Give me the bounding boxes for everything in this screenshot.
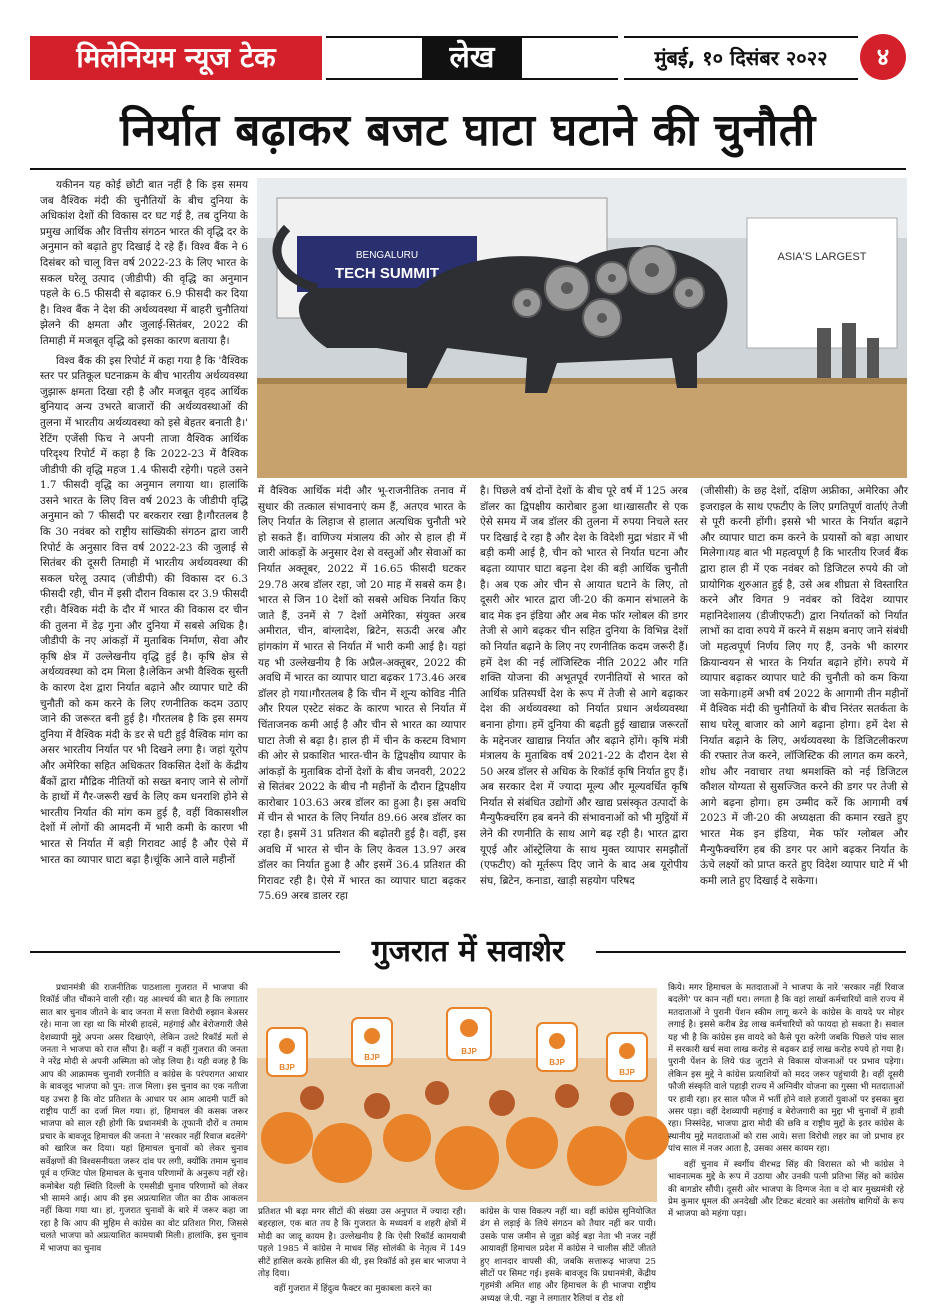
paragraph: वहीं चुनाव में स्वर्गीय वीरभद्र सिंह की विरासत को भी कांग्रेस ने भावनात्मक मुद्दे के रूप में उठाया और उनकी पत्नी प्रतिभा सिंह को कांग्रेस की बागडोर सौंपी। दूसरी ओर भाजपा के दिग्गज नेता व दो बार मुख्यमंत्री रहे प्रेम कुमार धूमल की अनदेखी और टिकट बंटवारे का असंतोष बागियों के रूप में भाजपा को महंगा पड़ा। xyxy=(668,1159,904,1220)
placard-text: BJP xyxy=(279,1063,295,1072)
article1-column-4 xyxy=(700,484,908,918)
paragraph: प्रतिशत भी बढ़ा मगर सीटों की संख्या उस अनुपात में ज्यादा रही। बहरहाल, एक बात तय है कि गुजरात के मध्यवर्ग व शहरी क्षेत्रों में मोदी का जादू कायम है। उल्लेखनीय है कि ऐसी रिकॉर्ड कामयाबी पहले 1985 में कांग्रेस ने माधव सिंह सोलंकी के नेतृत्व में 149 सीटें हासिल करके हासिल की थी, इस रिकॉर्ड को इस बार भाजपा ने तोड़ दिया। xyxy=(258,1207,466,1280)
paper-name: मिलेनियम न्यूज टेक xyxy=(30,36,322,80)
gujarat-headline-bar xyxy=(30,930,906,974)
placard-text: BJP xyxy=(619,1068,635,1077)
section-name: लेख xyxy=(422,38,523,78)
page-number: ४ xyxy=(860,34,906,80)
placard-text: BJP xyxy=(461,1047,477,1056)
issue-date: मुंबई, १० दिसंबर २०२२ xyxy=(624,36,858,80)
article-headline: निर्यात बढ़ाकर बजट घाटा घटाने की चुनौती xyxy=(120,105,816,156)
paragraph: विश्व बैंक की इस रिपोर्ट में कहा गया है कि 'वैश्विक स्तर पर प्रतिकूल घटनाक्रम के बीच भारतीय अर्थव्यवस्था जुझारू क्षमता दिखा रही है और मजबूत वृहद आर्थिक बुनियाद अन्य उभरते बाजारों की अर्थव्यवस्थाओं की तुलना में भारतीय अर्थव्यवस्था को इसे बेहतर बनाती है।' रेटिंग एजेंसी फिच ने अपनी ताजा वैश्विक आर्थिक परिदृश्य रिपोर्ट में कहा है कि 2022-23 में वैश्विक जीडीपी की वृद्धि महज 1.4 फीसदी रहेगी। पहले उसने 1.7 फीसदी वृद्धि का अनुमान लगाया था। हालांकि उसने भारत के लिए वित्त वर्ष 2023 के जीडीपी वृद्धि अनुमान को 7 फीसदी पर बरकरार रखा है।गौरतलब है कि 30 नवंबर को राष्ट्रीय सांख्यिकी संगठन द्वारा जारी रिपोर्ट के अनुसार वित्त वर्ष 2022-23 की जुलाई से सितंबर की दूसरी तिमाही में भारतीय अर्थव्यवस्था की सकल घरेलू उत्पाद (जीडीपी) की विकास दर 6.3 फीसदी रही, चीन में इसी दौरान विकास दर 3.9 फीसदी रही। वैश्विक मंदी के दौर में भारत की विकास दर चीन की तुलना में डेढ़ गुना और दुनिया में सबसे अधिक है। जीडीपी के नए आंकड़ों में मुताबिक निर्माण, सेवा और कृषि क्षेत्र में उल्लेखनीय वृद्धि हुई है। कृषि क्षेत्र से अर्थव्यवस्था को दम मिला है।लेकिन अभी वैश्विक सुस्ती के कारण देश द्वारा निर्यात बढ़ाने और व्यापार घाटे की चुनौती को कम करने के लिए रणनीतिक कदम उठाए जाने की जरूरत बनी हुई है। गौरतलब है कि इस समय दुनिया में वैश्विक मंदी के डर से घटी हुई वैश्विक मांग का असर भारतीय निर्यात पर भी दिखने लगा है। जहां यूरोप और अमेरिका सहित अधिकतर विकसित देशों के केंद्रीय बैंकों द्वारा मौद्रिक नीतियों को सख्त बनाए जाने से लोगों के हाथों में गैर-जरूरी खर्च के लिए कम धनराशि होने से भारतीय निर्यात की मांग कम हुई है, वहीं विकासशील देशों में लोगों की आमदनी में भारी कमी के कारण भी भारत से निर्यात में बड़ी गिरावट आई है और ऐसे में भारत का व्यापार घाटा बढ़ा है।चूंकि आने वाले महीनों xyxy=(40,354,248,866)
paragraph: वहीं गुजरात में हिंदुत्व फैक्टर का मुकाबला करने का xyxy=(274,1284,432,1295)
article1-column-2 xyxy=(258,484,466,918)
article2-column-2 xyxy=(258,1206,466,1295)
celebration-crowd-photo xyxy=(257,988,657,1202)
masthead xyxy=(30,30,906,86)
paragraph: है। पिछले वर्ष दोनों देशों के बीच पूरे वर्ष में 125 अरब डॉलर का द्विपक्षीय कारोबार हुआ था।खासतौर से एक ऐसे समय में जब डॉलर की तुलना में रुपया निचले स्तर पर दिखाई दे रहा है और देश के विदेशी मुद्रा भंडार में भी बड़ी कमी आई है, चीन को भारत से निर्यात घटना और बढ़ता व्यापार घाटा बढ़ना देश की बड़ी आर्थिक चुनौती है। अब एक ओर चीन से आयात घटाने के लिए, तो दूसरी ओर भारत द्वारा जी-20 की कमान संभालने के बाद मेक इन इंडिया और अब मेक फॉर ग्लोबल की डगर तेजी से आगे बढ़कर चीन सहित दुनिया के विभिन्न देशों को निर्यात बढ़ाने के लिए नए रणनीतिक कदम जरूरी हैं।हमें देश की नई लॉजिस्टिक नीति 2022 और गति शक्ति योजना की अभूतपूर्व रणनीतियों से भारत को आर्थिक प्रतिस्पर्धी देश के रूप में तेजी से आगे बढ़ाकर देश की अर्थव्यवस्था को निर्यात प्रधान अर्थव्यवस्था बनाना होगा। हमें दुनिया की बढ़ती हुई खाद्यान्न जरूरतों के मद्देनजर खाद्यान्न निर्यात और बढ़ाने होंगे। कृषि मंत्री मंत्रालय के मुताबिक वर्ष 2021-22 के दौरान देश से 50 अरब डॉलर से अधिक के रिकॉर्ड कृषि निर्यात हुए हैं। अब सरकार देश में ज्यादा मूल्य और मूल्यवर्धित कृषि निर्यात से संबंधित उद्योगों और खाद्य प्रसंस्कृत उत्पादों के मैन्युफैक्चरिंग हब बनने की संभावनाओं को भी मुट्ठियों में लेने की रणनीति के साथ आगे बढ़ रही है। भारत द्वारा यूएई और ऑस्ट्रेलिया के साथ मुक्त व्यापार समझौतों (एफटीए) को मूर्तरूप दिए जाने के बाद अब यूरोपीय संघ, ब्रिटेन, कनाडा, खाड़ी सहयोग परिषद xyxy=(480,485,688,887)
paragraph: यकीनन यह कोई छोटी बात नहीं है कि इस समय जब वैश्विक मंदी की चुनौतियों के बीच दुनिया के अधिकांश देशों की विकास दर घट गई है, तब दुनिया के प्रमुख आर्थिक और वित्तीय संगठन भारत की वृद्धि दर के अनुमान को बढ़ाते हुए दिखाई दे रहे हैं। विश्व बैंक ने 6 दिसंबर को चालू वित्त वर्ष 2022-23 के लिए भारत के सकल घरेलू उत्पाद (जीडीपी) की वृद्धि का अनुमान पहले के 6.5 फीसदी से बढ़ाकर 6.9 फीसदी कर दिया है। विश्व बैंक ने देश की अर्थव्यवस्था में बाहरी चुनौतियां झेलने की क्षमता और जुलाई-सितंबर, 2022 की तिमाही में मजबूत वृद्धि को इसका कारण बताया है। xyxy=(40,179,248,347)
svg-text:BENGALURU: BENGALURU xyxy=(355,250,419,261)
paragraph: में वैश्विक आर्थिक मंदी और भू-राजनीतिक तनाव में सुधार की तत्काल संभावनाएं कम हैं, अतएव भारत के लिए निर्यात के लिहाज से हालात अत्यधिक चुनौती भरे हो सकते हैं। वाणिज्य मंत्रालय की ओर से हाल ही में जारी आंकड़ों के अनुसार देश से वस्तुओं और सेवाओं का निर्यात अक्तूबर, 2022 में 16.65 फीसदी घटकर 29.78 अरब डॉलर रहा, जो 20 माह में सबसे कम है। भारत से जिन 10 देशों को सबसे अधिक निर्यात किए जाते हैं, उनमें से 7 देशों अमेरिका, संयुक्त अरब अमीरात, चीन, बांग्लादेश, ब्रिटेन, सऊदी अरब और हांगकांग में भारत से निर्यात में भारी कमी आई है। यहां यह भी उल्लेखनीय है कि अप्रैल-अक्तूबर, 2022 की अवधि में भारत का व्यापार घाटा बढ़कर 173.46 अरब डॉलर हो गया।गौरतलब है कि चीन में शून्य कोविड नीति और रियल एस्टेट संकट के कारण भारत से निर्यात में चिंताजनक कमी आई है और चीन से भारत का व्यापार घाटा तेजी से बढ़ा है। हाल ही में चीन के कस्टम विभाग की ओर से प्रकाशित भारत-चीन के द्विपक्षीय व्यापार के आंकड़ों के मुताबिक दोनों देशों के बीच जनवरी, 2022 से सितंबर 2022 के बीच नौ महीनों के दौरान द्विपक्षीय कारोबार 103.63 अरब डॉलर का हुआ है। इस अवधि में चीन से भारत के लिए निर्यात 89.66 अरब डॉलर का रहा है। इसमें 31 प्रतिशत की बढ़ोतरी हुई है। वहीं, इस अवधि में भारत से चीन के लिए केवल 13.97 अरब डॉलर का निर्यात हुआ है और इसमें 36.4 प्रतिशत की गिरावट रही है। ऐसे में भारत का व्यापार घाटा बढ़कर 75.69 अरब डालर रहा xyxy=(258,485,466,903)
placard-text: BJP xyxy=(549,1058,565,1067)
section-label xyxy=(326,36,618,80)
article2-column-1 xyxy=(40,982,248,1274)
svg-text:ASIA'S LARGEST: ASIA'S LARGEST xyxy=(777,251,867,263)
paragraph: प्रधानमंत्री की राजनीतिक पाठशाला गुजरात में भाजपा की रिकॉर्ड जीत चौंकाने वाली रही। यह आश्चर्य की बात है कि लगातार सात बार चुनाव जीतने के बाद जनता में सत्ता विरोधी रुझान बेअसर रहे। माना जा रहा था कि मोरबी हादसे, महंगाई और बेरोजगारी जैसे देशव्यापी मुद्दे अपना असर दिखाएंगे, लेकिन उलटे रिकॉर्ड मतों से जनता ने भाजपा को राज सौंपा है। कहीं न कहीं गुजरात की जनता ने नरेंद्र मोदी से अपनी अस्मिता को जोड़ लिया है। यही वजह है कि आप की आक्रामक चुनावी रणनीति व कांग्रेस के परंपरागत आधार के बावजूद भाजपा को पुन: ताज मिला। इस चुनाव का एक नतीजा यह उभरा है कि वोट प्रतिशत के आधार पर आम आदमी पार्टी को राष्ट्रीय पार्टी का दर्जा मिल गया। हां, हिमाचल की कसक जरूर भाजपा को साल रही होगी कि प्रधानमंत्री के तूफानी दौरों व तमाम प्रचार के बावजूद हिमाचल की जनता ने 'सरकार नहीं रिवाज बदलेंगे' को खारिज कर दिया। यहां हिमाचल चुनावों को लेकर चुनाव सर्वेक्षणों की विश्वसनीयता जरूर दांव पर लगी, क्योंकि तमाम चुनाव पूर्व व एग्जिट पोल हिमाचल के चुनाव परिणामों के अनुरूप नहीं रहे। कमोबेश यही स्थिति दिल्ली के एमसीडी चुनाव परिणामों को लेकर भी सामने आई। आप की इस अप्रत्याशित जीत का ठीक आकलन नहीं किया गया था। हां, गुजरात चुनावों के बारे में जरूर कहा जा रहा है कि आप की मुहिम से कांग्रेस का वोट प्रतिशत गिरा, जिससे चलते भाजपा को अप्रत्याशित कामयाबी मिली। हालांकि, इस चुनाव में भाजपा का चुनाव xyxy=(40,983,248,1254)
headline-rule xyxy=(30,168,906,170)
article1-column-3 xyxy=(480,484,688,918)
svg-text:TECH SUMMIT: TECH SUMMIT xyxy=(334,265,440,282)
article2-column-4 xyxy=(668,982,904,1274)
paragraph: (जीसीसी) के छह देशों, दक्षिण अफ्रीका, अमेरिका और इजराइल के साथ एफटीए के लिए प्रगतिपूर्ण वार्ताएं तेजी से पूरी करनी होंगी। इससे भी भारत के निर्यात बढ़ाने और व्यापार घाटा कम करने के प्रयासों को बड़ा आधार मिलेगा।यह बात भी महत्वपूर्ण है कि भारतीय रिजर्व बैंक द्वारा हाल ही में एक नवंबर को डिजिटल रुपये की जो प्रायोगिक शुरुआत हुई है, उसे अब शीघ्रता से विस्तारित करने और विगत 9 नवंबर को विदेश व्यापार महानिदेशालय (डीजीएफटी) द्वारा निर्यातकों को निर्यात लाभों का दावा रुपये में करने में सक्षम बनाए जाने संबंधी जो महत्वपूर्ण निर्णय लिए गए हैं, उनके भी कारगर क्रियान्वयन से भारत के निर्यात बढ़ाने होंगे। रुपये में व्यापार बढ़ाकर व्यापार घाटे की चुनौती को कम किया जा सकेगा।हमें अभी वर्ष 2022 के आगामी तीन महीनों में वैश्विक मंदी की चुनौतियों के बीच निरंतर सतर्कता के साथ घरेलू बाजार को आगे बढ़ाना होगा। हमें देश से निर्यात बढ़ाने के लिए, अर्थव्यवस्था के डिजिटलीकरण की रफ्तार तेज करने, लॉजिस्टिक की लागत कम करने, शोध और नवाचार तथा श्रमशक्ति को नई डिजिटल कौशल योग्यता से सुसज्जित करने की डगर पर तेजी से आगे बढ़ना होगा। हम उम्मीद करें कि आगामी वर्ष 2023 में जी-20 की अध्यक्षता की कमान रखते हुए भारत मेक इन इंडिया, मेक फॉर ग्लोबल और मैन्युफैक्चरिंग हब की डगर पर आगे बढ़कर निर्यात के ऊंचे लक्ष्यों को प्राप्त करते हुए विदेश व्यापार घाटे में भी कमी लाते हुए दिखाई दे सकेगा। xyxy=(700,485,908,887)
paragraph: कांग्रेस के पास विकल्प नहीं था। वहीं कांग्रेस सुनियोजित ढंग से लड़ाई के लिये संगठन को तैयार नहीं कर पायी। उसके पास जमीन से जुड़ा कोई बड़ा नेता भी नजर नहीं आयावहीं हिमाचल प्रदेश में कांग्रेस ने चालीस सीटें जीतते हुए शानदार वापसी की, जबकि सत्तारूढ़ भाजपा 25 सीटों पर सिमट गई। इसके बावजूद कि प्रधानमंत्री, केंद्रीय गृहमंत्री अमित शाह और हिमाचल के ही भाजपा राष्ट्रीय अध्यक्ष जे.पी. नड्डा ने लगातार रैलियां व रोड शो xyxy=(480,1207,656,1304)
gujarat-headline-wrap xyxy=(30,930,906,974)
article1-column-1 xyxy=(40,178,248,918)
placard-text: BJP xyxy=(364,1053,380,1062)
gujarat-headline: गुजरात में सवाशेर xyxy=(354,934,583,969)
article2-column-3 xyxy=(480,1206,656,1304)
paragraph: किये। मगर हिमाचल के मतदाताओं ने भाजपा के नारे 'सरकार नहीं रिवाज बदलेंगे' पर कान नहीं धरा। लगता है कि वहां लाखों कर्मचारियों वाले राज्य में मतदाताओं ने पुरानी पेंशन स्कीम लागू करने के कांग्रेस के वायदे पर मोहर लगाई है। इससे करीब डेढ़ लाख कर्मचारियों को फायदा हो सकता है। सवाल यह भी है कि कांग्रेस इस वायदे को कैसे पूरा करेगी जबकि पिछले पांच साल में सरकारी खर्च सवा लाख करोड़ से बढ़कर ढाई लाख करोड़ रुपये हो गया है। पुरानी पेंशन के लिये फंड जुटाने से विकास योजनाओं पर प्रभाव पड़ेगा। लेकिन इस मुद्दे ने कांग्रेस प्रत्याशियों को मदद जरूर पहुंचायी है। वहीं दूसरी फौजी संस्कृति वाले पहाड़ी राज्य में अग्निवीर योजना का गुस्सा भी मतदाताओं पर हावी रहा। हर साल फौज में भर्ती होने वाले हजारों युवाओं पर इसका बुरा असर पड़ा। वहीं देशव्यापी महंगाई व बेरोजगारी का मुद्दा भी चुनावों में हावी रहा। निस्संदेह, भाजपा द्वारा मोदी की छवि व राष्ट्रीय मुद्दों के इतर कांग्रेस के स्थानीय मुद्दे मतदाताओं को रास आये। सत्ता विरोधी लहर का जो प्रभाव हर पांच साल में नजर आता है, उसका असर कायम रहा। xyxy=(668,983,904,1155)
lion-sculpture-photo xyxy=(257,178,907,478)
